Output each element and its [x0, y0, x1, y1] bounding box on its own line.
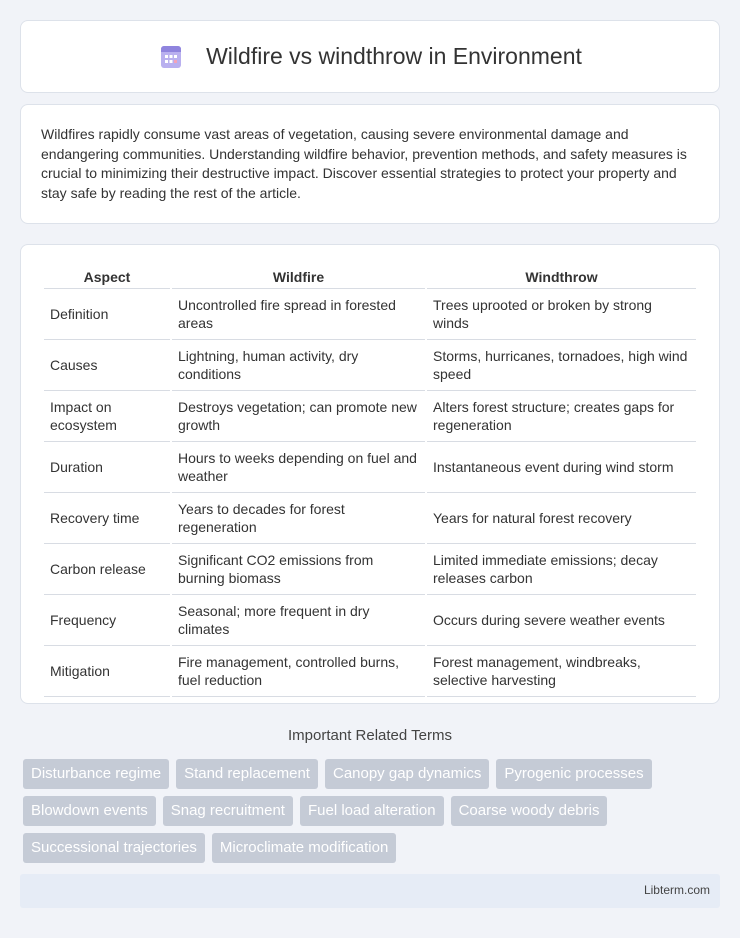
related-term-tag[interactable]: Blowdown events — [23, 796, 156, 826]
cell-wildfire: Years to decades for forest regeneration — [172, 493, 425, 544]
page-title: Wildfire vs windthrow in Environment — [206, 43, 582, 69]
table-row — [44, 340, 696, 391]
related-term-tag[interactable]: Fuel load alteration — [300, 796, 444, 826]
title-card — [20, 20, 720, 93]
header-windthrow: Windthrow — [427, 265, 696, 289]
table-row — [44, 442, 696, 493]
table-row — [44, 646, 696, 697]
cell-aspect: Frequency — [44, 595, 170, 646]
table-header-row — [44, 265, 696, 289]
comparison-table — [42, 265, 698, 697]
header-wildfire: Wildfire — [172, 265, 425, 289]
table-row — [44, 289, 696, 340]
comparison-table-card — [20, 244, 720, 704]
intro-text: Wildfires rapidly consume vast areas of vegetation, causing severe environmental damage and endangering communities. Understanding wildfire behavior, prevention methods, and safety measures is crucial to minimizing their destructive impact. Discover essential strategies to protect your property and stay safe by reading the rest of the article. — [41, 126, 687, 201]
cell-windthrow: Forest management, windbreaks, selective harvesting — [427, 646, 696, 697]
footer-site-link[interactable]: Libterm.com — [643, 883, 710, 897]
cell-aspect: Definition — [44, 289, 170, 340]
cell-windthrow: Years for natural forest recovery — [427, 493, 696, 544]
cell-aspect: Causes — [44, 340, 170, 391]
related-terms-title: Important Related Terms — [288, 727, 452, 744]
cell-wildfire: Fire management, controlled burns, fuel reduction — [172, 646, 425, 697]
footer — [20, 874, 720, 908]
cell-aspect: Recovery time — [44, 493, 170, 544]
related-term-tag[interactable]: Stand replacement — [176, 759, 318, 789]
header-aspect: Aspect — [44, 265, 170, 289]
table-row — [44, 544, 696, 595]
cell-wildfire: Seasonal; more frequent in dry climates — [172, 595, 425, 646]
cell-windthrow: Occurs during severe weather events — [427, 595, 696, 646]
cell-windthrow: Instantaneous event during wind storm — [427, 442, 696, 493]
related-term-tag[interactable]: Snag recruitment — [163, 796, 293, 826]
cell-windthrow: Alters forest structure; creates gaps for regeneration — [427, 391, 696, 442]
cell-windthrow: Limited immediate emissions; decay releases carbon — [427, 544, 696, 595]
table-row — [44, 391, 696, 442]
cell-wildfire: Uncontrolled fire spread in forested areas — [172, 289, 425, 340]
cell-windthrow: Storms, hurricanes, tornadoes, high wind speed — [427, 340, 696, 391]
related-term-tag[interactable]: Disturbance regime — [23, 759, 169, 789]
cell-wildfire: Significant CO2 emissions from burning biomass — [172, 544, 425, 595]
cell-aspect: Mitigation — [44, 646, 170, 697]
cell-aspect: Duration — [44, 442, 170, 493]
cell-wildfire: Hours to weeks depending on fuel and weather — [172, 442, 425, 493]
intro-card — [20, 104, 720, 224]
related-terms-list — [20, 759, 720, 863]
document-icon — [158, 44, 184, 70]
related-term-tag[interactable]: Microclimate modification — [212, 833, 396, 863]
related-term-tag[interactable]: Coarse woody debris — [451, 796, 608, 826]
cell-wildfire: Destroys vegetation; can promote new growth — [172, 391, 425, 442]
cell-aspect: Impact on ecosystem — [44, 391, 170, 442]
cell-wildfire: Lightning, human activity, dry conditions — [172, 340, 425, 391]
related-term-tag[interactable]: Successional trajectories — [23, 833, 205, 863]
cell-aspect: Carbon release — [44, 544, 170, 595]
table-row — [44, 595, 696, 646]
related-term-tag[interactable]: Pyrogenic processes — [496, 759, 651, 789]
related-term-tag[interactable]: Canopy gap dynamics — [325, 759, 489, 789]
table-row — [44, 493, 696, 544]
cell-windthrow: Trees uprooted or broken by strong winds — [427, 289, 696, 340]
